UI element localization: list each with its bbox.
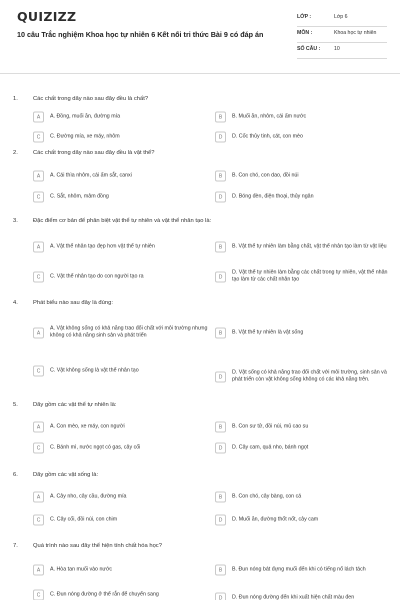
option-text: A. Vật không sống có khả năng trao đổi chất với môi trường nhưng không có khả năng sinh sản và phát triển — [50, 325, 208, 339]
option-letter: D — [215, 272, 226, 283]
option-letter: D — [215, 515, 226, 526]
option-text: B. Muối ăn, nhôm, cái ấm nước — [232, 113, 307, 120]
meta-row-count — [297, 43, 387, 59]
option-b[interactable] — [215, 240, 393, 254]
option-letter: C — [33, 132, 44, 143]
option-text: D. Đun nóng đường đến khi xuất hiện chất màu đen — [232, 594, 355, 600]
option-letter: A — [33, 171, 44, 182]
question-text: Đặc điểm cơ bản để phân biệt vật thể tự nhiên và vật thể nhân tạo là: — [33, 218, 212, 224]
question-number: 4. — [13, 300, 18, 306]
option-d[interactable] — [215, 370, 393, 384]
meta-row-grade — [297, 11, 387, 27]
option-b[interactable] — [215, 490, 393, 504]
option-c[interactable] — [33, 441, 211, 455]
option-text: C. Bánh mì, nước ngọt có gas, cây cối — [50, 444, 141, 451]
option-a[interactable] — [33, 326, 211, 340]
option-text: A. Đồng, muối ăn, đường mía — [50, 113, 121, 120]
option-b[interactable] — [215, 420, 393, 434]
option-text: C. Đun nóng đường ở thể rắn để chuyển sang — [50, 591, 159, 598]
option-letter: C — [33, 515, 44, 526]
option-c[interactable] — [33, 588, 211, 600]
meta-value: Khoa học tự nhiên — [334, 30, 377, 36]
option-d[interactable] — [215, 190, 393, 204]
option-text: B. Con sư tử, đồi núi, mủ cao su — [232, 423, 309, 430]
option-letter: C — [33, 443, 44, 454]
option-letter: B — [215, 171, 226, 182]
option-d[interactable] — [215, 130, 393, 144]
meta-key: SỐ CÂU : — [297, 46, 321, 52]
option-a[interactable] — [33, 240, 211, 254]
option-c[interactable] — [33, 364, 211, 378]
option-letter: B — [215, 242, 226, 253]
option-letter: B — [215, 492, 226, 503]
option-letter: D — [215, 372, 226, 383]
option-letter: C — [33, 366, 44, 377]
option-a[interactable] — [33, 563, 211, 577]
option-letter: D — [215, 192, 226, 203]
option-text: C. Vật không sống là vật thể nhân tạo — [50, 367, 139, 374]
option-letter: D — [215, 132, 226, 143]
option-text: B. Vật thể tự nhiên là vật sống — [232, 329, 304, 336]
option-b[interactable] — [215, 110, 393, 124]
option-text: D. Bóng đèn, điện thoại, thủy ngân — [232, 193, 314, 200]
option-c[interactable] — [33, 270, 211, 284]
option-letter: C — [33, 590, 44, 600]
option-letter: A — [33, 422, 44, 433]
option-d[interactable] — [215, 441, 393, 455]
question-text: Các chất trong dãy nào sau đây đều là vật thể? — [33, 150, 155, 156]
question-number: 1. — [13, 96, 18, 102]
question-number: 5. — [13, 402, 18, 408]
question-number: 3. — [13, 218, 18, 224]
option-text: D. Vật thể tự nhiên làm bằng các chất trong tự nhiên, vật thể nhân tạo làm từ các chất nhân tạo — [232, 269, 388, 283]
question-number: 6. — [13, 472, 18, 478]
question-text: Phát biểu nào sau đây là đúng: — [33, 300, 113, 306]
option-a[interactable] — [33, 490, 211, 504]
meta-value: Lớp 6 — [334, 14, 348, 20]
option-text: B. Đun nóng bát đựng muối đến khi có tiếng nổ lách tách — [232, 566, 366, 573]
question-text: Dãy gồm các vật sống là: — [33, 472, 99, 478]
option-text: D. Muối ăn, đường thốt nốt, cây cam — [232, 516, 319, 523]
option-text: A. Vật thể nhân tạo đẹp hơn vật thể tự nhiên — [50, 243, 155, 250]
option-letter: A — [33, 328, 44, 339]
option-letter: C — [33, 272, 44, 283]
option-letter: B — [215, 112, 226, 123]
option-b[interactable] — [215, 326, 393, 340]
option-text: D. Vật sống có khả năng trao đổi chất với môi trường, sinh sản và phát triển còn vật không sống không có các khả năng trên. — [232, 369, 387, 383]
option-letter: B — [215, 328, 226, 339]
meta-row-subject — [297, 27, 387, 43]
option-text: C. Đường mía, xe máy, nhôm — [50, 133, 120, 140]
option-letter: A — [33, 565, 44, 576]
option-text: B. Vật thể tự nhiên làm bằng chất, vật thể nhân tạo làm từ vật liệu — [232, 243, 387, 250]
option-text: A. Con mèo, xe máy, con người — [50, 423, 125, 430]
question-text: Các chất trong dãy nào sau đây đều là chất? — [33, 96, 149, 102]
header-divider — [0, 73, 400, 74]
option-letter: B — [215, 422, 226, 433]
option-text: A. Hòa tan muối vào nước — [50, 566, 113, 573]
option-d[interactable] — [215, 591, 393, 600]
option-letter: A — [33, 112, 44, 123]
question-text: Dãy gồm các vật thể tự nhiên là: — [33, 402, 117, 408]
option-d[interactable] — [215, 270, 393, 284]
option-text: A. Cây nho, cây cầu, đường mía — [50, 493, 127, 500]
question-number: 2. — [13, 150, 18, 156]
meta-value: 10 — [334, 46, 340, 52]
option-a[interactable] — [33, 420, 211, 434]
option-text: B. Con chó, cây bàng, con cá — [232, 493, 302, 500]
meta-table — [297, 11, 387, 59]
question-text: Quá trình nào sau đây thể hiện tính chất hóa học? — [33, 543, 162, 549]
worksheet-header — [0, 0, 400, 66]
quizizz-logo: QUIZIZZ — [17, 9, 77, 24]
question-number: 7. — [13, 543, 18, 549]
meta-key: MÔN : — [297, 30, 313, 36]
option-c[interactable] — [33, 190, 211, 204]
option-text: A. Cái thìa nhôm, cái ấm sắt, canxi — [50, 172, 132, 179]
option-text: C. Vật thể nhân tạo do con người tạo ra — [50, 273, 144, 280]
option-letter: D — [215, 593, 226, 600]
option-c[interactable] — [33, 130, 211, 144]
option-letter: A — [33, 492, 44, 503]
option-letter: C — [33, 192, 44, 203]
option-b[interactable] — [215, 563, 393, 577]
meta-key: LỚP : — [297, 14, 312, 20]
option-c[interactable] — [33, 513, 211, 527]
option-letter: A — [33, 242, 44, 253]
option-letter: B — [215, 565, 226, 576]
option-text: C. Sắt, nhôm, mâm đồng — [50, 193, 109, 200]
option-d[interactable] — [215, 513, 393, 527]
option-text: D. Cây cam, quả nho, bánh ngọt — [232, 444, 309, 451]
page-title: 10 câu Trắc nghiệm Khoa học tự nhiên 6 Kết nối tri thức Bài 9 có đáp án — [17, 30, 264, 39]
option-text: D. Cốc thủy tinh, cát, con mèo — [232, 133, 303, 140]
option-text: B. Con chó, con dao, đồi núi — [232, 172, 299, 179]
option-a[interactable] — [33, 169, 211, 183]
option-a[interactable] — [33, 110, 211, 124]
option-letter: D — [215, 443, 226, 454]
option-b[interactable] — [215, 169, 393, 183]
option-text: C. Cây cối, đồi núi, con chim — [50, 516, 118, 523]
